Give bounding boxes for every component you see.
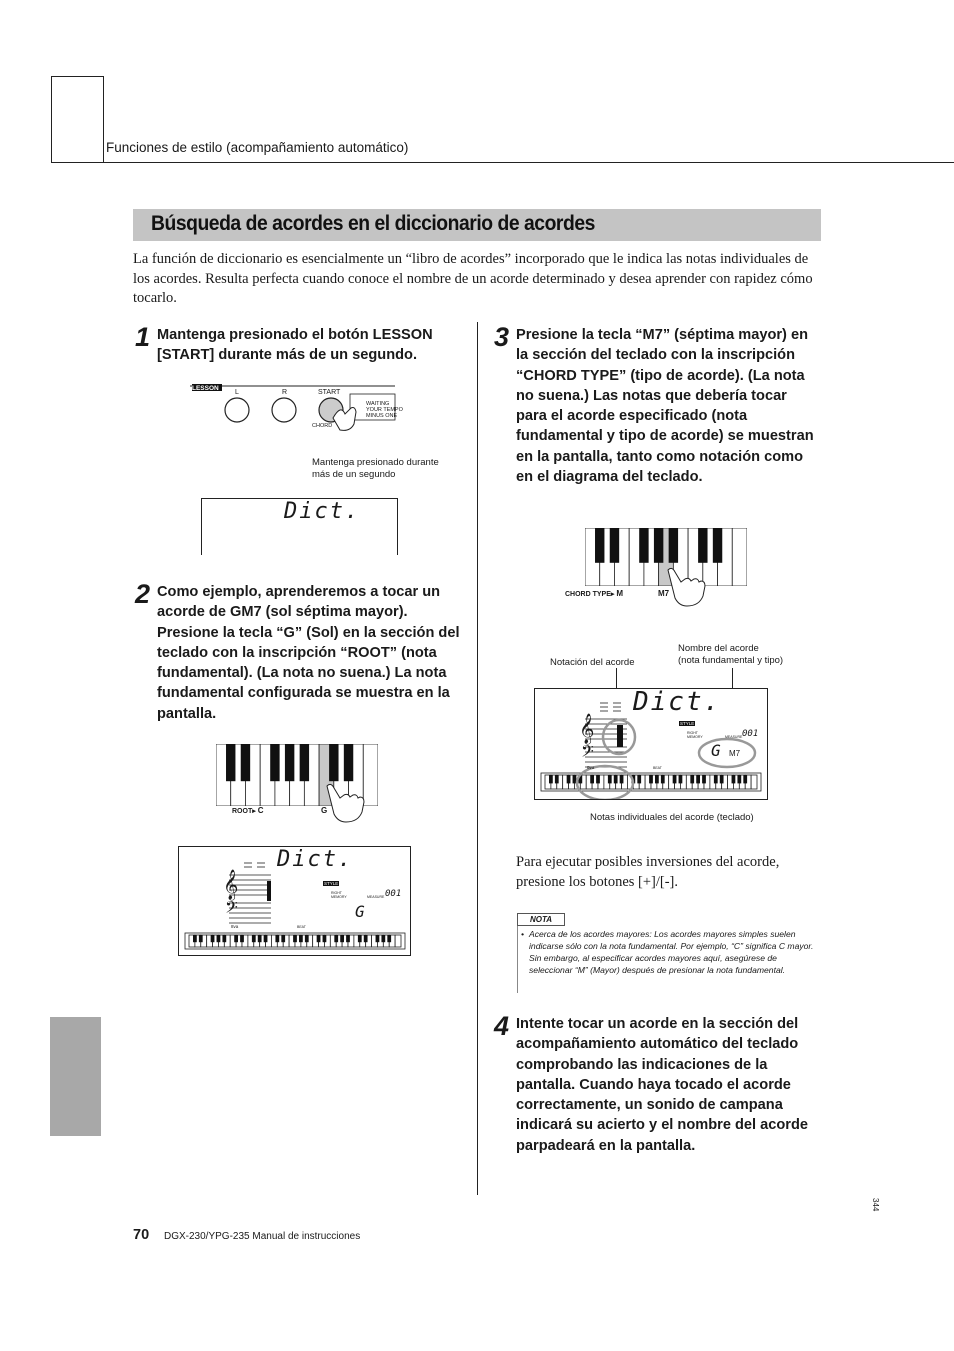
section-header: Funciones de estilo (acompañamiento automático): [106, 140, 409, 155]
black-key: [690, 775, 694, 783]
black-key: [217, 935, 221, 942]
panel-caption: Mantenga presionado durante más de un segundo: [312, 457, 439, 480]
chord-root-display: G: [711, 741, 723, 760]
page-title: Búsqueda de acordes en el diccionario de acordes: [151, 212, 595, 235]
black-key: [305, 935, 309, 942]
header-rule: [51, 162, 954, 163]
black-key: [639, 528, 648, 563]
black-key: [596, 775, 600, 783]
nota-text: Acerca de los acordes mayores: Los acordes mayores simples suelen indicarse sólo con la nota fundamental. Por ejemplo, “C” significa C mayor. Sin embargo, al especificar acordes mayores aquí, asegúrese de seleccionar “M” (Mayor) después de presionar la nota fundamental.: [529, 929, 814, 975]
black-key: [387, 935, 391, 942]
black-key: [226, 744, 235, 781]
black-key: [714, 775, 718, 783]
chord-label: CHORD: [312, 423, 333, 429]
treble-clef-icon: 𝄞: [579, 713, 595, 743]
black-key: [258, 935, 262, 942]
manual-title: DGX-230/YPG-235 Manual de instrucciones: [164, 1231, 361, 1242]
beat-indicator: BEAT: [297, 925, 306, 929]
white-key: [395, 935, 401, 947]
style-indicator: STYLE: [324, 881, 339, 886]
inversion-paragraph: Para ejecutar posibles inversiones del acorde, presione los botones [+]/[-].: [516, 854, 780, 890]
black-key: [737, 775, 741, 783]
lcd-display-chord: [534, 688, 768, 800]
nota-label: NOTA: [517, 913, 565, 926]
black-key: [381, 935, 385, 942]
black-key: [264, 935, 268, 942]
ottava-indicator: 8va: [587, 765, 595, 770]
black-key: [334, 935, 338, 942]
page-code: 344: [871, 1198, 880, 1212]
black-key: [702, 775, 706, 783]
black-key: [323, 935, 327, 942]
title-banner: [133, 209, 821, 241]
root-label: ROOT▸ C: [232, 806, 264, 815]
black-key: [234, 935, 238, 942]
black-key: [743, 775, 747, 783]
lcd-dict-text: Dict.: [277, 847, 354, 872]
m7-key-label: M7: [658, 589, 670, 598]
black-key: [376, 935, 380, 942]
nota-bullet: •: [521, 929, 525, 939]
step-number: 4: [494, 1011, 510, 1041]
black-key: [620, 775, 624, 783]
chord-root-display: G: [355, 902, 367, 921]
page-number: 70: [133, 1227, 150, 1243]
black-key: [364, 935, 368, 942]
step-text: Intente tocar un acorde en la sección del acompañamiento automático del teclado comprobando las indicaciones de la pantalla. Cuando haya tocado el acorde correctamente, un sonido de campana indicará su acierto y el nombre del acorde parpadeará en la pantalla.: [516, 1016, 808, 1154]
black-key: [549, 775, 553, 783]
l-label: L: [235, 389, 239, 396]
lcd-dict-text: Dict.: [633, 687, 722, 717]
black-key: [275, 935, 279, 942]
black-key: [654, 528, 663, 563]
white-key: [732, 528, 747, 586]
callout-notation: Notación del acorde: [550, 657, 635, 668]
black-key: [358, 935, 362, 942]
black-key: [285, 744, 294, 781]
black-key: [595, 528, 604, 563]
g-key-label: G: [321, 806, 328, 815]
black-key: [293, 935, 297, 942]
black-key: [340, 935, 344, 942]
right-memory-indicator: RIGHT MEMORY: [687, 731, 703, 739]
black-key: [252, 935, 256, 942]
style-indicator: STYLE: [680, 721, 695, 726]
callout-notes: Notas individuales del acorde (teclado): [590, 812, 754, 823]
column-divider: [477, 322, 478, 1195]
black-key: [669, 528, 678, 563]
black-key: [270, 744, 279, 781]
chord-type-display: M7: [729, 749, 741, 758]
black-key: [300, 744, 309, 781]
black-key: [241, 744, 250, 781]
ottava-indicator: 8va: [231, 924, 239, 929]
callout-chord-name: Nombre del acorde (nota fundamental y tipo): [678, 643, 784, 666]
chord-type-label: CHORD TYPE▸ M: [565, 589, 624, 598]
waiting-label: WAITING YOUR TEMPO MINUS ONE: [366, 401, 403, 419]
black-key: [655, 775, 659, 783]
black-key: [696, 775, 700, 783]
black-key: [199, 935, 203, 942]
black-key: [344, 744, 353, 781]
black-key: [713, 528, 722, 563]
intro-paragraph: La función de diccionario es esencialmente un “libro de acordes” incorporado que le indica las notas individuales de los acordes. Resulta perfecta cuando conoce el nombre de un acorde determinado y desea aprender con rapidez cómo tocarlo.: [133, 251, 813, 306]
black-key: [193, 935, 197, 942]
header-tab-box: [51, 76, 104, 163]
bass-clef-icon: 𝄢: [581, 743, 594, 765]
step-text: Como ejemplo, aprenderemos a tocar un acorde de GM7 (sol séptima mayor). Presione la tecla “G” (Sol) en la sección del teclado con la inscripción “ROOT” (nota fundamental). (La nota no suena.) La nota fundamental configurada se muestra en la pantalla.: [157, 584, 460, 722]
hand-icon: [664, 566, 710, 613]
black-key: [649, 775, 653, 783]
beat-indicator: BEAT: [653, 766, 662, 770]
black-key: [698, 528, 707, 563]
step-text: Presione la tecla “M7” (séptima mayor) en la sección del teclado con la inscripción “CHORD TYPE” (tipo de acorde). (La nota no suena.) Las notas que debería tocar para el acorde especificado (nota fundamental y tipo de acorde) se muestran en la pantalla, tanto como notación como en el diagrama del teclado.: [516, 327, 814, 486]
lcd-display-root: [178, 846, 411, 956]
measure-indicator: MEASURE: [725, 735, 743, 739]
black-key: [637, 775, 641, 783]
black-key: [610, 528, 619, 563]
black-key: [673, 775, 677, 783]
step-number: 1: [135, 322, 151, 352]
step-number: 2: [135, 579, 151, 609]
black-key: [679, 775, 683, 783]
black-key: [317, 935, 321, 942]
black-key: [614, 775, 618, 783]
black-key: [661, 775, 665, 783]
black-key: [281, 935, 285, 942]
black-key: [240, 935, 244, 942]
lcd-display-dict: [201, 498, 398, 555]
start-label: START: [318, 389, 341, 396]
step-text: Mantenga presionado el botón LESSON [START] durante más de un segundo.: [157, 327, 433, 364]
white-key: [751, 775, 757, 789]
black-key: [299, 935, 303, 942]
step-number: 3: [494, 322, 510, 352]
black-key: [720, 775, 724, 783]
right-memory-indicator: RIGHT MEMORY: [331, 891, 347, 899]
black-key: [732, 775, 736, 783]
r-label: R: [282, 389, 288, 396]
lesson-label: LESSON: [192, 385, 219, 392]
chapter-thumb-tab: [50, 1017, 101, 1136]
black-key: [608, 775, 612, 783]
black-key: [590, 775, 594, 783]
black-key: [329, 744, 338, 781]
black-key: [346, 935, 350, 942]
measure-value: 001: [742, 729, 759, 739]
hand-icon: [323, 782, 369, 829]
measure-value: 001: [385, 889, 402, 899]
treble-clef-icon: 𝄞: [223, 869, 239, 899]
measure-indicator: MEASURE: [367, 895, 385, 899]
black-key: [222, 935, 226, 942]
black-key: [555, 775, 559, 783]
black-key: [573, 775, 577, 783]
black-key: [211, 935, 215, 942]
black-key: [567, 775, 571, 783]
lcd-dict-text: Dict.: [284, 499, 361, 524]
bass-clef-icon: 𝄢: [225, 899, 238, 921]
